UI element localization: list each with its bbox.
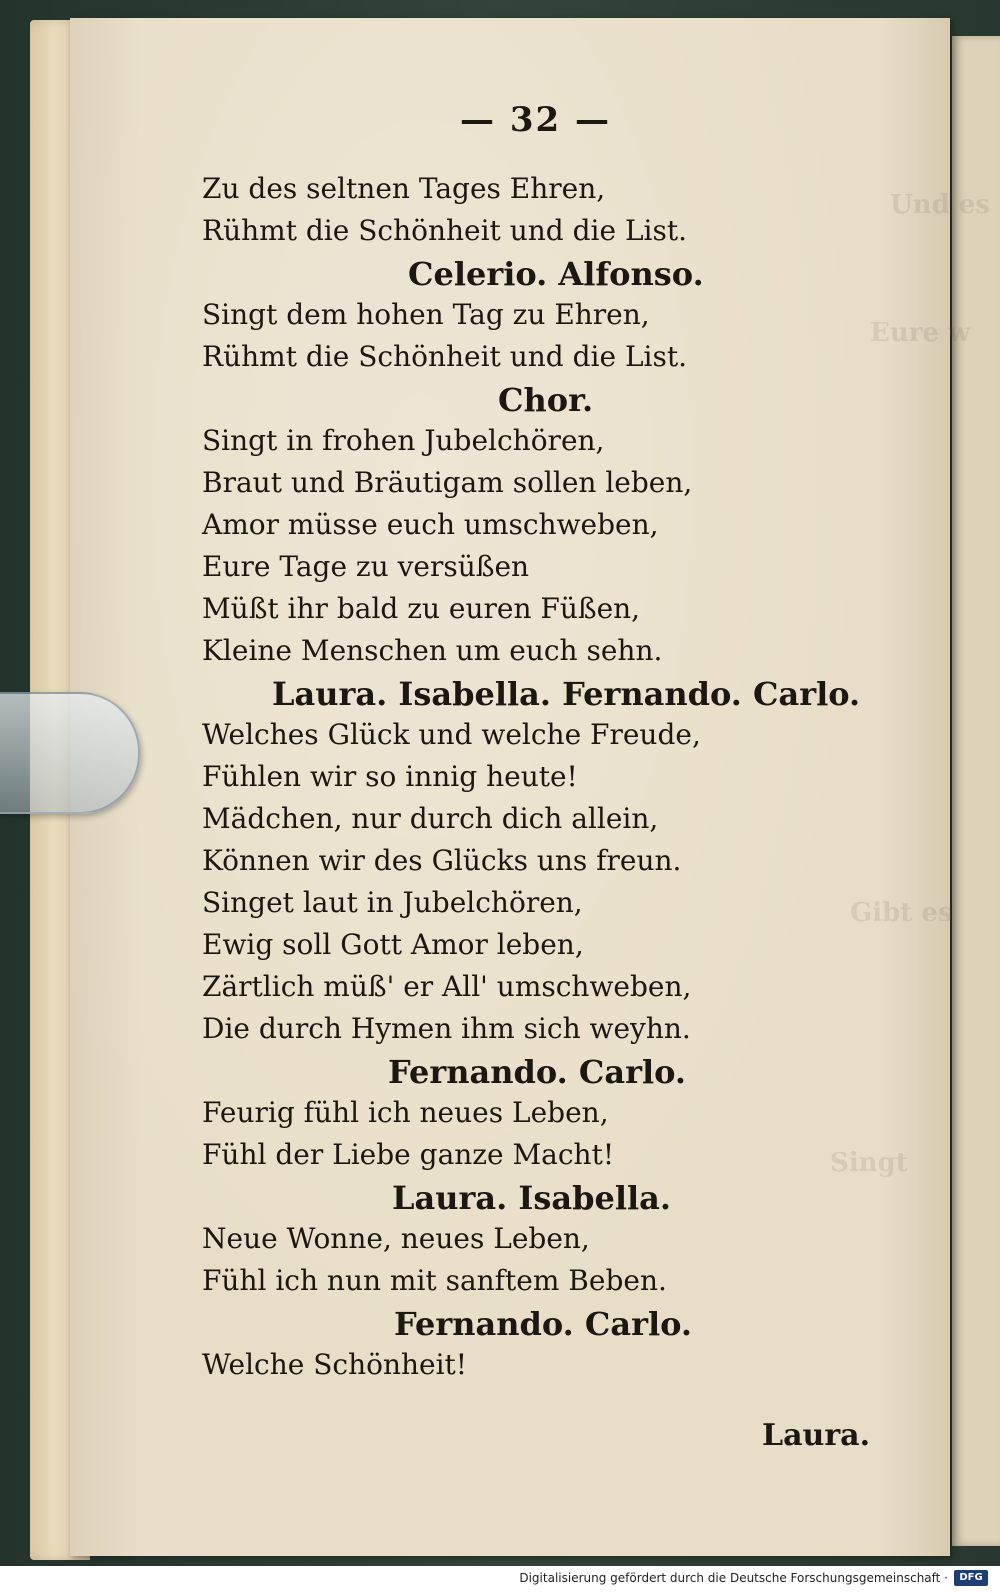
verse-line: Können wir des Glücks uns freun. bbox=[202, 844, 682, 877]
verse-line: Müßt ihr bald zu euren Füßen, bbox=[202, 592, 641, 625]
page-clip bbox=[0, 692, 140, 814]
facing-page-edge bbox=[952, 36, 1000, 1546]
verse-line: Rühmt die Schönheit und die List. bbox=[202, 214, 688, 247]
verse-line: Zu des seltnen Tages Ehren, bbox=[202, 172, 606, 205]
bleed-through-text: Gibt es bbox=[850, 898, 953, 928]
dfg-logo: DFG bbox=[954, 1570, 988, 1586]
speaker-heading: Chor. bbox=[498, 381, 594, 419]
verse-line: Ewig soll Gott Amor leben, bbox=[202, 928, 584, 961]
verse-line: Singt in frohen Jubelchören, bbox=[202, 424, 605, 457]
speaker-heading: Fernando. Carlo. bbox=[388, 1053, 687, 1091]
verse-line: Die durch Hymen ihm sich weyhn. bbox=[202, 1012, 691, 1045]
bleed-through-text: Singt bbox=[830, 1148, 908, 1178]
verse-line: Neue Wonne, neues Leben, bbox=[202, 1222, 590, 1255]
verse-line: Fühlen wir so innig heute! bbox=[202, 760, 578, 793]
verse-line: Fühl ich nun mit sanftem Beben. bbox=[202, 1264, 667, 1297]
verse-line: Singt dem hohen Tag zu Ehren, bbox=[202, 298, 650, 331]
verse-line: Singet laut in Jubelchören, bbox=[202, 886, 583, 919]
verse-line: Kleine Menschen um euch sehn. bbox=[202, 634, 663, 667]
page-number: — 32 — bbox=[460, 100, 611, 140]
bleed-through-text: Und es bbox=[890, 190, 990, 220]
verse-line: Zärtlich müß' er All' umschweben, bbox=[202, 970, 692, 1003]
verse-line: Rühmt die Schönheit und die List. bbox=[202, 340, 688, 373]
verse-line: Mädchen, nur durch dich allein, bbox=[202, 802, 659, 835]
verse-line: Feurig fühl ich neues Leben, bbox=[202, 1096, 609, 1129]
verse-line: Welche Schönheit! bbox=[202, 1348, 468, 1381]
speaker-heading: Fernando. Carlo. bbox=[394, 1305, 693, 1343]
speaker-heading: Celerio. Alfonso. bbox=[408, 255, 704, 293]
speaker-heading: Laura. Isabella. bbox=[392, 1179, 672, 1217]
catchword: Laura. bbox=[762, 1418, 871, 1453]
verse-line: Braut und Bräutigam sollen leben, bbox=[202, 466, 693, 499]
footer-bar bbox=[0, 1566, 1000, 1592]
verse-line: Amor müsse euch umschweben, bbox=[202, 508, 659, 541]
funding-credit: Digitalisierung gefördert durch die Deutsche Forschungsgemeinschaft · bbox=[519, 1571, 948, 1585]
speaker-heading: Laura. Isabella. Fernando. Carlo. bbox=[272, 675, 861, 713]
verse-line: Welches Glück und welche Freude, bbox=[202, 718, 701, 751]
verse-line: Fühl der Liebe ganze Macht! bbox=[202, 1138, 615, 1171]
bleed-through-text: Eure w bbox=[870, 318, 971, 348]
verse-line: Eure Tage zu versüßen bbox=[202, 550, 530, 583]
